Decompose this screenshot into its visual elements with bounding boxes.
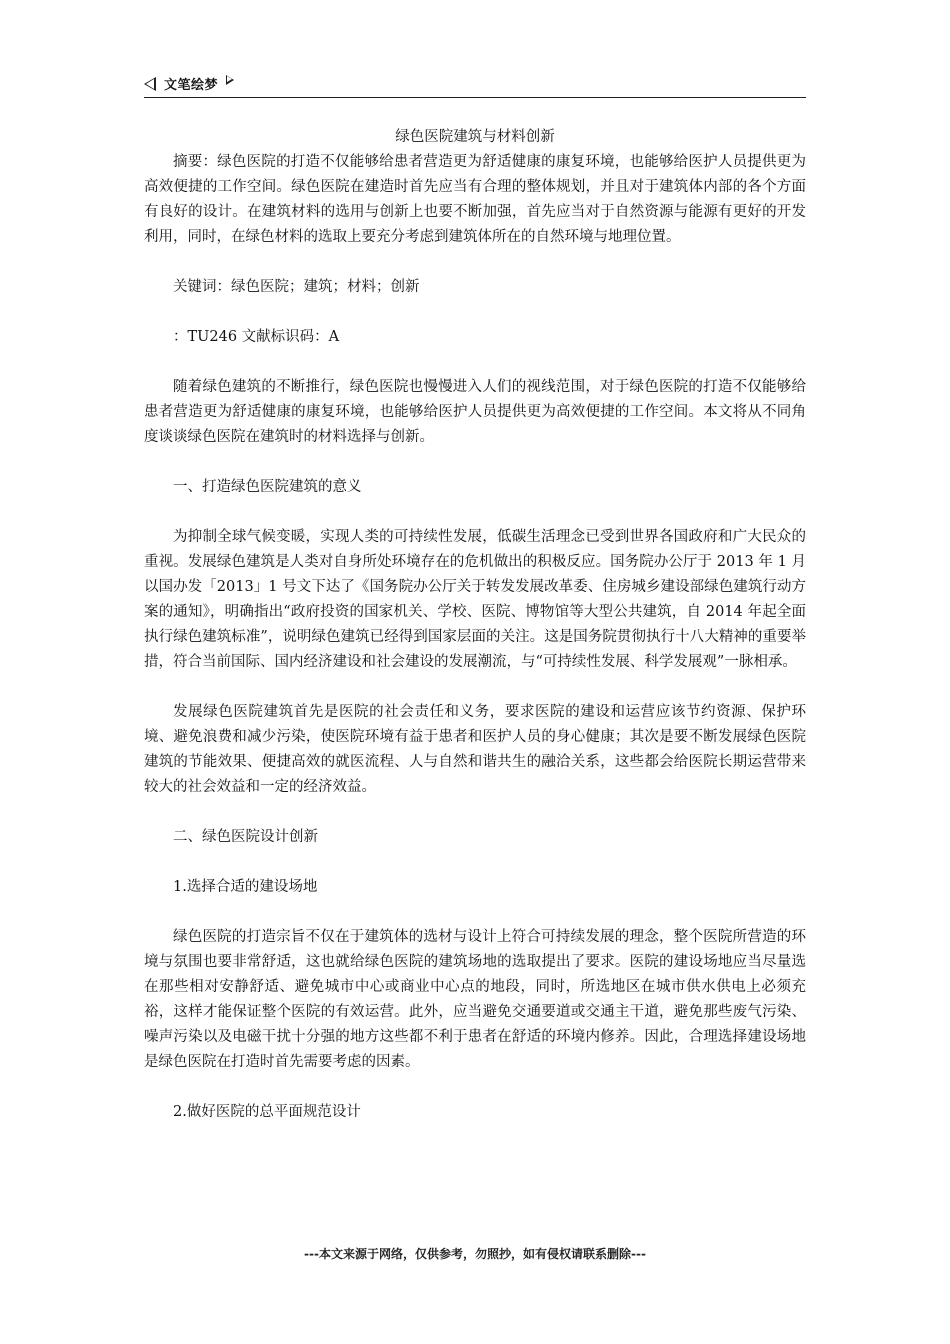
keywords-paragraph: 关键词：绿色医院；建筑；材料；创新 [173,279,420,295]
document-title: 绿色医院建筑与材料创新 [395,129,555,145]
body-paragraph: 发展绿色医院建筑首先是医院的社会责任和义务，要求医院的建设和运营应该节约资源、保护环境、避免浪费和减少污染，使医院环境有益于患者和医护人员的身心健康；其次是要不断发展绿色医院建筑的节能效果、便捷高效的就医流程、人与自然和谐共生的融洽关系，这些都会给医院长期运营带来较大的社会效益和一定的经济效益。 [144,704,806,795]
subsection-heading-2: 2.做好医院的总平面规范设计 [173,1104,361,1120]
body-paragraph: 为抑制全球气候变暖，实现人类的可持续性发展，低碳生活理念已受到世界各国政府和广大民众的重视。发展绿色建筑是人类对自身所处环境存在的危机做出的积极反应。国务院办公厅于 2013 年 1 月以国办发「2013」1 号文下达了《国务院办公厅关于转发发展改革委、住房城乡建设部绿色建筑行动方案的通知》，明确指出“政府投资的国家机关、学校、医院、博物馆等大型公共建筑，自 2014 年起全面执行绿色建筑标准”，说明绿色建筑已经得到国家层面的关注。这是国务院贯彻执行十八大精神的重要举措，符合当前国际、国内经济建设和社会建设的发展潮流，与“可持续性发展、科学发展观”一脉相承。 [144,529,806,670]
abstract-paragraph: 摘要：绿色医院的打造不仅能够给患者营造更为舒适健康的康复环境，也能够给医护人员提供更为高效便捷的工作空间。绿色医院在建造时首先应当有合理的整体规划，并且对于建筑体内部的各个方面有良好的设计。在建筑材料的选用与创新上也要不断加强，首先应当对于自然资源与能源有更好的开发利用，同时，在绿色材料的选取上要充分考虑到建筑体所在的自然环境与地理位置。 [144,154,806,245]
document-body [144,125,806,1125]
triangle-left-outline-icon [144,77,156,91]
classification-paragraph: ：TU246 文献标识码：A [173,329,340,345]
triangle-right-outline-icon [226,75,234,85]
page-header [144,70,806,98]
section-heading-2: 二、绿色医院设计创新 [173,829,318,845]
intro-paragraph: 随着绿色建筑的不断推行，绿色医院也慢慢进入人们的视线范围，对于绿色医院的打造不仅能够给患者营造更为舒适健康的康复环境，也能够给医护人员提供更为高效便捷的工作空间。本文将从不同角度谈谈绿色医院在建筑时的材料选择与创新。 [144,379,806,445]
section-heading-1: 一、打造绿色医院建筑的意义 [173,479,362,495]
brand-text: 文笔绘梦 [164,78,219,93]
footer-notice: ---本文来源于网络，仅供参考，勿照抄，如有侵权请联系删除--- [304,1247,646,1261]
body-paragraph: 绿色医院的打造宗旨不仅在于建筑体的选材与设计上符合可持续发展的理念，整个医院所营造的环境与氛围也要非常舒适，这也就给绿色医院的建筑场地的选取提出了要求。医院的建设场地应当尽量选在那些相对安静舒适、避免城市中心或商业中心点的地段，同时，所选地区在城市供水供电上必须充裕，这样才能保证整个医院的有效运营。此外，应当避免交通要道或交通主干道，避免那些废气污染、噪声污染以及电磁干扰十分强的地方这些都不利于患者在舒适的环境内修养。因此，合理选择建设场地是绿色医院在打造时首先需要考虑的因素。 [144,929,806,1070]
subsection-heading-1: 1.选择合适的建设场地 [173,879,318,895]
